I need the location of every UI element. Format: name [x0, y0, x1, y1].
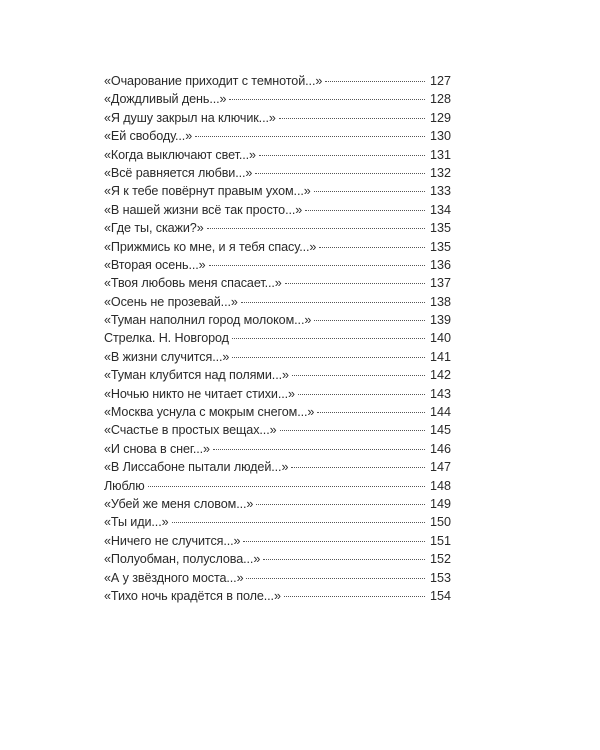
- toc-entry: [104, 495, 451, 513]
- toc-dot-leader: [256, 503, 425, 505]
- toc-dot-leader: [305, 209, 425, 211]
- toc-entry-title: «А у звёздного моста...»: [104, 570, 244, 585]
- toc-page-number: 142: [429, 368, 451, 383]
- toc-entry-title: «Ей свободу...»: [104, 129, 193, 144]
- toc-dot-leader: [148, 485, 425, 487]
- toc-page-number: 151: [429, 533, 451, 548]
- toc-dot-leader: [241, 301, 425, 303]
- toc-page-number: 154: [429, 588, 451, 603]
- toc-dot-leader: [280, 429, 426, 431]
- toc-entry: [104, 569, 451, 587]
- toc-entry-title: «В нашей жизни всё так просто...»: [104, 202, 303, 217]
- toc-entry-title: «Прижмись ко мне, и я тебя спасу...»: [104, 239, 317, 254]
- toc-dot-leader: [317, 411, 425, 413]
- toc-dot-leader: [172, 521, 425, 523]
- toc-page-number: 150: [429, 515, 451, 530]
- toc-dot-leader: [291, 466, 425, 468]
- toc-entry-title: «Тихо ночь крадётся в поле...»: [104, 588, 281, 603]
- toc-entry-title: Люблю: [104, 478, 145, 493]
- toc-dot-leader: [207, 227, 425, 229]
- toc-entry: [104, 90, 451, 108]
- toc-entry-title: «Ночью никто не читает стихи...»: [104, 386, 295, 401]
- toc-page-number: 140: [429, 331, 451, 346]
- toc-entry: [104, 477, 451, 495]
- toc-page-number: 143: [429, 386, 451, 401]
- toc-dot-leader: [243, 540, 425, 542]
- toc-entry-title: «Очарование приходит с темнотой...»: [104, 74, 323, 88]
- toc-entry-title: «Дождливый день...»: [104, 92, 227, 107]
- toc-entry-title: «Ничего не случится...»: [104, 533, 241, 548]
- toc-entry: [104, 329, 451, 347]
- toc-dot-leader: [325, 80, 425, 82]
- toc-dot-leader: [232, 356, 425, 358]
- toc-page-number: 141: [429, 349, 451, 364]
- toc-page-number: 145: [429, 423, 451, 438]
- toc-page-number: 153: [429, 570, 451, 585]
- toc-page-number: 149: [429, 496, 451, 511]
- toc-dot-leader: [232, 337, 425, 339]
- toc-entry-title: «Всё равняется любви...»: [104, 165, 253, 180]
- toc-entry: [104, 550, 451, 568]
- table-of-contents: [104, 72, 451, 605]
- toc-dot-leader: [298, 393, 425, 395]
- toc-entry: [104, 219, 451, 237]
- toc-entry: [104, 164, 451, 182]
- toc-page-number: 152: [429, 552, 451, 567]
- toc-entry: [104, 403, 451, 421]
- toc-entry-title: «В Лиссабоне пытали людей...»: [104, 460, 289, 475]
- toc-entry-title: «Я душу закрыл на ключик...»: [104, 110, 276, 125]
- toc-page-number: 146: [429, 441, 451, 456]
- toc-entry: [104, 311, 451, 329]
- toc-dot-leader: [246, 577, 425, 579]
- toc-page-number: 131: [429, 147, 451, 162]
- toc-entry: [104, 532, 451, 550]
- toc-dot-leader: [284, 595, 425, 597]
- toc-dot-leader: [213, 448, 425, 450]
- toc-page-number: 135: [429, 239, 451, 254]
- toc-page-number: 137: [429, 276, 451, 291]
- toc-entry-title: «Осень не прозевай...»: [104, 294, 238, 309]
- toc-entry: [104, 182, 451, 200]
- toc-page-number: 135: [429, 221, 451, 236]
- toc-dot-leader: [314, 319, 425, 321]
- toc-page-number: 148: [429, 478, 451, 493]
- toc-entry-title: «Туман наполнил город молоком...»: [104, 313, 312, 328]
- toc-page-number: 128: [429, 92, 451, 107]
- toc-page-number: 136: [429, 257, 451, 272]
- toc-dot-leader: [255, 172, 425, 174]
- toc-page-number: 139: [429, 313, 451, 328]
- toc-entry: [104, 201, 451, 219]
- toc-dot-leader: [319, 246, 425, 248]
- toc-entry-title: «В жизни случится...»: [104, 349, 230, 364]
- toc-page-number: 130: [429, 129, 451, 144]
- toc-dot-leader: [292, 374, 425, 376]
- toc-dot-leader: [209, 264, 425, 266]
- toc-entry-title: «Туман клубится над полями...»: [104, 368, 289, 383]
- toc-entry: [104, 146, 451, 164]
- toc-entry-title: «Я к тебе повёрнут правым ухом...»: [104, 184, 311, 199]
- toc-entry: [104, 256, 451, 274]
- toc-page-number: 144: [429, 405, 451, 420]
- toc-entry-title: «И снова в снег...»: [104, 441, 210, 456]
- toc-entry-title: «Вторая осень...»: [104, 257, 206, 272]
- toc-entry-title: «Полуобман, полуслова...»: [104, 552, 261, 567]
- toc-entry: [104, 513, 451, 531]
- toc-entry-title: Стрелка. Н. Новгород: [104, 331, 229, 346]
- toc-page-number: 133: [429, 184, 451, 199]
- toc-dot-leader: [195, 135, 425, 137]
- toc-entry-title: «Москва уснула с мокрым снегом...»: [104, 405, 315, 420]
- toc-entry: [104, 109, 451, 127]
- toc-dot-leader: [285, 282, 425, 284]
- toc-dot-leader: [279, 117, 425, 119]
- toc-dot-leader: [229, 98, 425, 100]
- toc-page-number: 147: [429, 460, 451, 475]
- toc-entry: [104, 238, 451, 256]
- toc-page-number: 134: [429, 202, 451, 217]
- toc-entry: [104, 458, 451, 476]
- toc-dot-leader: [259, 154, 425, 156]
- toc-entry-title: «Счастье в простых вещах...»: [104, 423, 277, 438]
- toc-entry-title: «Твоя любовь меня спасает...»: [104, 276, 282, 291]
- toc-entry-title: «Когда выключают свет...»: [104, 147, 256, 162]
- toc-entry: [104, 366, 451, 384]
- toc-page-number: 132: [429, 165, 451, 180]
- toc-entry: [104, 421, 451, 439]
- toc-entry: [104, 127, 451, 145]
- toc-entry-title: «Ты иди...»: [104, 515, 169, 530]
- toc-entry-title: «Где ты, скажи?»: [104, 221, 204, 236]
- toc-entry: [104, 440, 451, 458]
- toc-entry-title: «Убей же меня словом...»: [104, 496, 254, 511]
- toc-page-number: 129: [429, 110, 451, 125]
- toc-entry: [104, 293, 451, 311]
- toc-dot-leader: [263, 558, 425, 560]
- toc-entry: [104, 385, 451, 403]
- toc-page-number: 127: [429, 74, 451, 88]
- toc-entry: [104, 72, 451, 90]
- toc-entry: [104, 274, 451, 292]
- toc-entry: [104, 348, 451, 366]
- toc-page-number: 138: [429, 294, 451, 309]
- toc-entry: [104, 587, 451, 605]
- toc-dot-leader: [314, 190, 425, 192]
